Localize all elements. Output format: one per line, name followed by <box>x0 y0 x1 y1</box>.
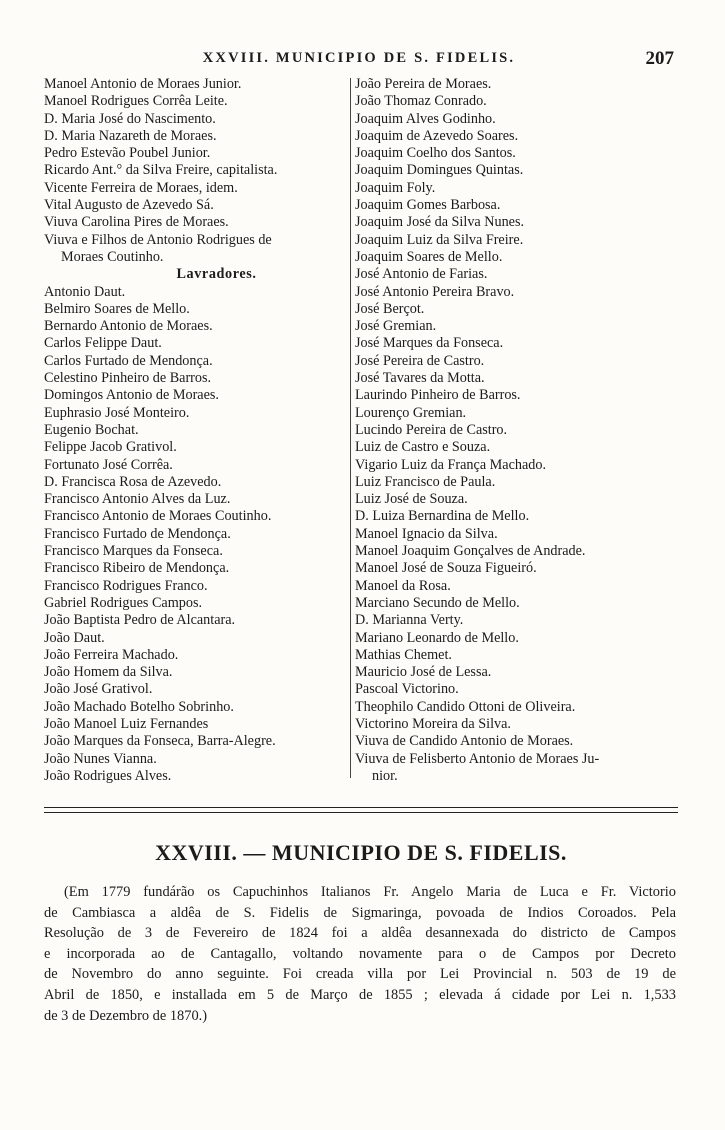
list-item: D. Maria José do Nascimento. <box>44 110 216 127</box>
list-item: Vicente Ferreira de Moraes, idem. <box>44 179 238 196</box>
list-item: Carlos Felippe Daut. <box>44 335 162 352</box>
list-item: Joaquim Coelho dos Santos. <box>355 145 516 162</box>
paragraph-line: e incorporada ao de Cantagallo, voltando novamente para o de Campos por Decreto <box>44 945 676 962</box>
list-item: José Antonio Pereira Bravo. <box>355 283 515 300</box>
list-item: Viuva Carolina Pires de Moraes. <box>44 214 229 231</box>
list-item: Gabriel Rodrigues Campos. <box>44 594 203 611</box>
list-item: Bernardo Antonio de Moraes. <box>44 318 213 335</box>
paragraph-line: de 3 de Dezembro de 1870.) <box>44 1007 208 1024</box>
list-item: Viuva e Filhos de Antonio Rodrigues de <box>44 231 272 248</box>
paragraph-line: (Em 1779 fundárão os Capuchinhos Italianos Fr. Angelo Maria de Luca e Fr. Victorio <box>64 884 676 900</box>
list-item: Manoel Ignacio da Silva. <box>355 525 498 542</box>
list-item: José Pereira de Castro. <box>355 352 485 369</box>
list-item: Manoel José de Souza Figueiró. <box>355 560 537 577</box>
list-item: João Nunes Vianna. <box>44 750 157 767</box>
list-item: Francisco Ribeiro de Mendonça. <box>44 560 230 577</box>
running-title: XXVIII. MUNICIPIO DE S. FIDELIS. <box>202 50 516 66</box>
list-item: Felippe Jacob Grativol. <box>44 439 177 456</box>
list-item: João José Grativol. <box>44 681 153 698</box>
list-item: José Marques da Fonseca. <box>355 335 504 352</box>
paragraph-line: de Cambiasca a aldêa de S. Fidelis de Sigmaringa, povoada de Indios Coroados. Pela <box>44 904 676 921</box>
list-item: D. Francisca Rosa de Azevedo. <box>44 473 222 490</box>
intro-paragraph <box>44 882 676 1026</box>
list-item: Luiz Francisco de Paula. <box>355 473 496 490</box>
list-item: João Manoel Luiz Fernandes <box>44 715 209 732</box>
list-item: Lourenço Gremian. <box>355 404 467 421</box>
list-item: Joaquim Foly. <box>355 179 436 196</box>
list-item: João Daut. <box>44 629 105 646</box>
paragraph-line: de Novembro do anno seguinte. Foi creada villa por Lei Provincial n. 503 de 19 de <box>44 966 676 983</box>
name-columns <box>44 76 674 784</box>
list-item: José Antonio de Farias. <box>355 266 488 283</box>
list-item: Joaquim de Azevedo Soares. <box>355 127 519 144</box>
list-item: João Rodrigues Alves. <box>44 767 172 784</box>
list-item: Laurindo Pinheiro de Barros. <box>355 387 521 404</box>
paragraph-line: Abril de 1850, e installada em 5 de Março de 1855 ; elevada á cidade por Lei n. 1,533 <box>44 986 676 1003</box>
list-item: Francisco Furtado de Mendonça. <box>44 525 231 542</box>
list-item: Manoel da Rosa. <box>355 577 451 594</box>
list-item: José Berçot. <box>355 300 425 317</box>
list-item: Joaquim Soares de Mello. <box>355 248 503 265</box>
list-item: Domingos Antonio de Moraes. <box>44 387 219 404</box>
list-item: Joaquim Alves Godinho. <box>355 110 496 127</box>
list-item: Eugenio Bochat. <box>44 421 139 438</box>
list-item: João Machado Botelho Sobrinho. <box>44 698 234 715</box>
section-rule-top <box>44 807 678 808</box>
list-item: Manoel Rodrigues Corrêa Leite. <box>44 93 228 110</box>
list-item: Luiz José de Souza. <box>355 491 468 508</box>
list-item: Pedro Estevão Poubel Junior. <box>44 145 211 162</box>
list-item: Francisco Marques da Fonseca. <box>44 543 223 560</box>
list-item: João Baptista Pedro de Alcantara. <box>44 612 236 629</box>
list-item: Mathias Chemet. <box>355 646 452 663</box>
list-item: Vigario Luiz da França Machado. <box>355 456 546 473</box>
list-item: Belmiro Soares de Mello. <box>44 300 190 317</box>
list-item: João Thomaz Conrado. <box>355 93 487 110</box>
list-item: Mauricio José de Lessa. <box>355 664 492 681</box>
right-column <box>355 76 674 785</box>
list-item: Francisco Antonio Alves da Luz. <box>44 491 231 508</box>
paragraph-line: Resolução de 3 de Fevereiro de 1824 foi a aldêa desannexada do districto de Campos <box>44 925 676 942</box>
list-item: nior. <box>372 767 398 784</box>
subheading-lavradores: Lavradores. <box>176 266 257 283</box>
list-item: D. Marianna Verty. <box>355 612 464 629</box>
list-item: Francisco Antonio de Moraes Coutinho. <box>44 508 272 525</box>
section-rule-bottom <box>44 812 678 813</box>
list-item: Victorino Moreira da Silva. <box>355 715 511 732</box>
list-item: Manoel Antonio de Moraes Junior. <box>44 76 242 92</box>
list-item: Fortunato José Corrêa. <box>44 456 173 473</box>
running-head <box>44 50 674 72</box>
list-item: Lucindo Pereira de Castro. <box>355 421 508 438</box>
list-item: Joaquim Domingues Quintas. <box>355 162 524 179</box>
list-item: D. Luiza Bernardina de Mello. <box>355 508 530 525</box>
list-item: João Pereira de Moraes. <box>355 76 492 92</box>
section-title: XXVIII. — MUNICIPIO DE S. FIDELIS. <box>155 840 567 865</box>
list-item: Joaquim Luiz da Silva Freire. <box>355 231 524 248</box>
column-divider <box>350 78 351 778</box>
list-item: Viuva de Felisberto Antonio de Moraes Ju- <box>355 750 600 767</box>
list-item: Carlos Furtado de Mendonça. <box>44 352 213 369</box>
list-item: Celestino Pinheiro de Barros. <box>44 370 212 387</box>
list-item: João Marques da Fonseca, Barra-Alegre. <box>44 733 276 750</box>
list-item: Antonio Daut. <box>44 283 126 300</box>
list-item: Francisco Rodrigues Franco. <box>44 577 208 594</box>
list-item: Viuva de Candido Antonio de Moraes. <box>355 733 574 750</box>
list-item: José Gremian. <box>355 318 437 335</box>
list-item: João Ferreira Machado. <box>44 646 179 663</box>
list-item: Theophilo Candido Ottoni de Oliveira. <box>355 698 576 715</box>
list-item: Luiz de Castro e Souza. <box>355 439 491 456</box>
list-item: José Tavares da Motta. <box>355 370 485 387</box>
list-item: Joaquim Gomes Barbosa. <box>355 197 501 214</box>
list-item: Marciano Secundo de Mello. <box>355 594 520 611</box>
list-item: Mariano Leonardo de Mello. <box>355 629 519 646</box>
list-item: Joaquim José da Silva Nunes. <box>355 214 525 231</box>
list-item: Pascoal Victorino. <box>355 681 459 698</box>
left-column <box>44 76 349 785</box>
list-item: Vital Augusto de Azevedo Sá. <box>44 197 214 214</box>
list-item: João Homem da Silva. <box>44 664 173 681</box>
list-item: D. Maria Nazareth de Moraes. <box>44 127 217 144</box>
page-number: 207 <box>645 48 674 69</box>
list-item: Euphrasio José Monteiro. <box>44 404 190 421</box>
list-item: Manoel Joaquim Gonçalves de Andrade. <box>355 543 586 560</box>
list-item: Ricardo Ant.° da Silva Freire, capitalista. <box>44 162 278 179</box>
list-item: Moraes Coutinho. <box>61 248 164 265</box>
